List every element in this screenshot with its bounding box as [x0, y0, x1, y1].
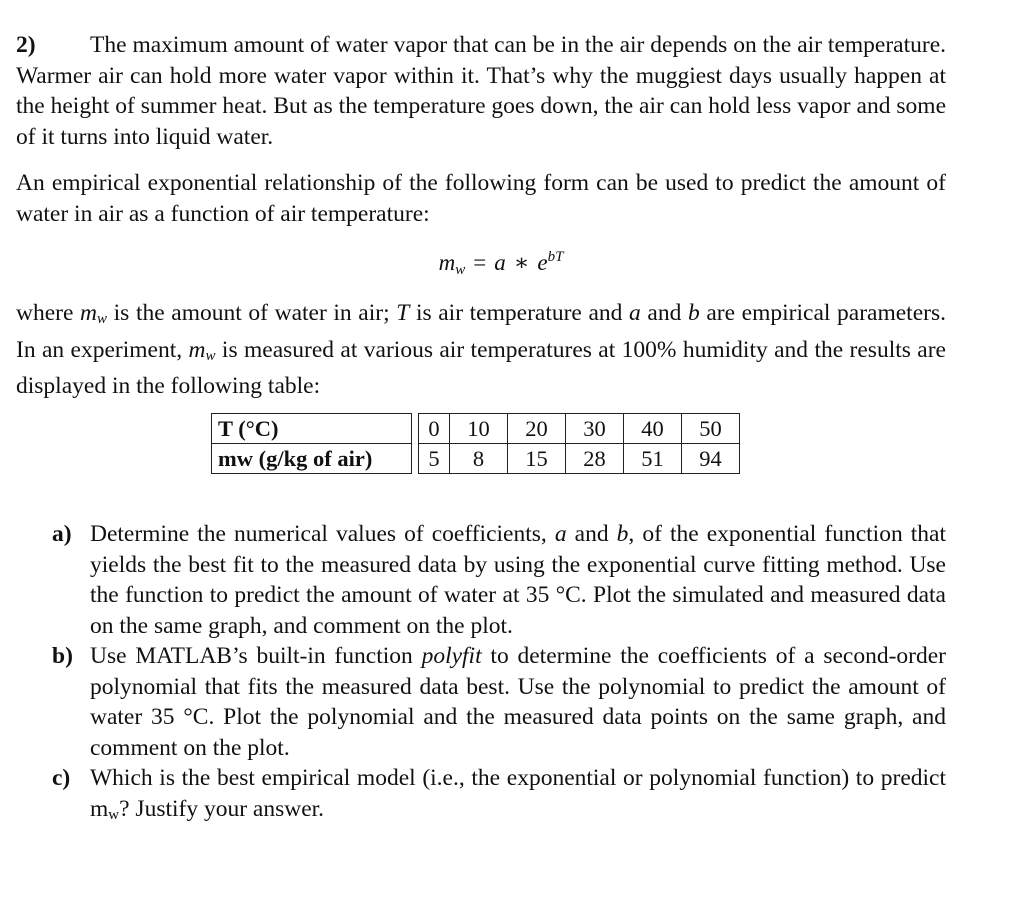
- table-gap: [412, 414, 419, 444]
- question-a-label: a): [52, 521, 72, 547]
- eq-a: a: [494, 250, 506, 275]
- where-m-sub: w: [97, 311, 108, 327]
- table-cell: 5: [419, 444, 450, 474]
- where-m2: m: [188, 336, 206, 363]
- exponential-equation: [56, 242, 946, 285]
- eq-exponent: bT: [547, 249, 564, 265]
- where-text-4: and: [640, 300, 688, 326]
- table-cell: 28: [566, 444, 624, 474]
- qb-text-1: Use MATLAB’s built-in function: [90, 643, 422, 669]
- table-row: [212, 444, 740, 474]
- where-a: a: [629, 300, 641, 326]
- question-c: [52, 763, 946, 830]
- table-cell: 0: [419, 414, 450, 444]
- table-gap: [412, 444, 419, 474]
- where-b: b: [687, 300, 700, 326]
- row-header-mw: mw (g/kg of air): [212, 444, 412, 474]
- question-b-label: b): [52, 643, 73, 669]
- question-b: [52, 641, 946, 763]
- table-cell: 50: [682, 414, 740, 444]
- where-text-6: is measured at various air temperatures at 100% humidity and the results are displayed in the following table:: [16, 336, 946, 399]
- table-cell: 15: [508, 444, 566, 474]
- table-cell: 8: [450, 444, 508, 474]
- where-text-1: where: [16, 300, 81, 326]
- question-c-text: [90, 763, 946, 830]
- intro-text: The maximum amount of water vapor that can be in the air depends on the air temperature. Warmer air can hold more water vapor within it. That’s why the muggiest days usually happen at the height of summer heat. But as the temperature goes down, the air can hold less vapor and some of it turns into liquid water.: [16, 32, 946, 150]
- table-cell: 94: [682, 444, 740, 474]
- question-c-label: c): [52, 765, 71, 791]
- eq-e: e: [537, 250, 548, 275]
- table-cell: 30: [566, 414, 624, 444]
- qb-polyfit: polyfit: [421, 643, 482, 669]
- question-list: [52, 519, 946, 830]
- qc-text-1: Which is the best empirical model (i.e., the exponential or polynomial function) to predict m: [90, 765, 946, 822]
- where-text-3: is air temperature and: [409, 300, 630, 326]
- question-a-text: [90, 519, 946, 641]
- where-T: T: [396, 300, 410, 326]
- qa-text-3: , of the exponential function that yields the best fit to the measured data by using the exponential curve fitting method. Use the function to predict the amount of water at 35 °C. Plot the simulated and measured data on the same graph, and comment on the plot.: [90, 521, 947, 639]
- qa-a: a: [554, 521, 567, 547]
- eq-star: ∗: [513, 250, 530, 275]
- question-b-text: [90, 641, 946, 763]
- eq-equals: =: [473, 250, 487, 275]
- problem-number: 2): [16, 32, 36, 58]
- table-cell: 51: [624, 444, 682, 474]
- relationship-paragraph: An empirical exponential relationship of the following form can be used to predict the amount of water in air as a function of air temperature:: [16, 170, 946, 227]
- where-m: m: [80, 300, 98, 326]
- row-header-temperature: T (°C): [212, 414, 412, 444]
- qa-text-1: Determine the numerical values of coefficients,: [90, 521, 555, 547]
- table-row: [212, 414, 740, 444]
- table-cell: 10: [450, 414, 508, 444]
- qa-b: b: [616, 521, 629, 547]
- intro-paragraph: [16, 30, 946, 152]
- question-a: [52, 519, 946, 641]
- problem-2: [16, 30, 946, 402]
- where-text-5: are empirical parameters. In an experiment,: [16, 300, 946, 363]
- qc-text-2: ? Justify your answer.: [119, 795, 325, 822]
- eq-m: m: [438, 250, 456, 275]
- table-cell: 20: [508, 414, 566, 444]
- eq-m-sub: w: [455, 262, 466, 278]
- where-text-2: is the amount of water in air;: [107, 300, 397, 326]
- measurement-table: [211, 413, 740, 474]
- where-m2-sub: w: [205, 347, 216, 364]
- qb-text-2: to determine the coefficients of a second-order polynomial that fits the measured data best. Use the polynomial to predict the amount of water 35 °C. Plot the polynomial and the measured data points on the same graph, and comment on the plot.: [90, 643, 947, 761]
- where-paragraph: [16, 298, 946, 402]
- qc-sub: w: [108, 806, 120, 823]
- qa-text-2: and: [566, 521, 617, 547]
- table-cell: 40: [624, 414, 682, 444]
